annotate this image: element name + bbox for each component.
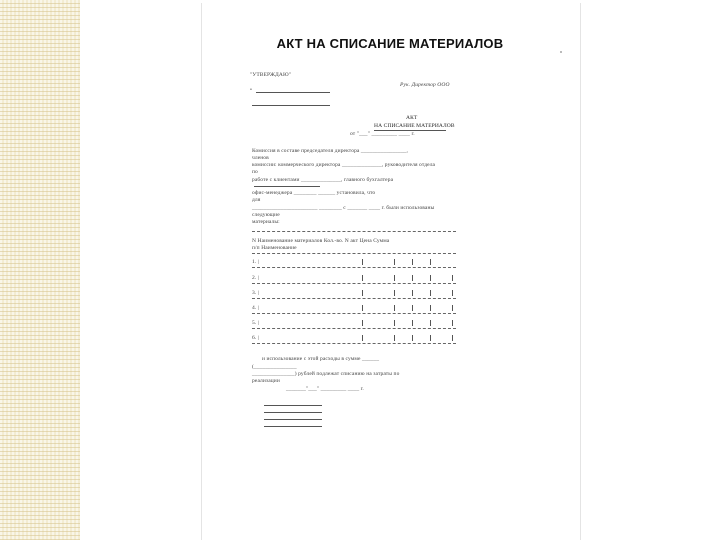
table-row-4: 4. | (252, 305, 260, 311)
table-col-sep (430, 320, 431, 326)
table-col-sep (394, 275, 395, 281)
table-col-sep (362, 259, 363, 265)
table-col-sep (362, 290, 363, 296)
table-col-sep (412, 305, 413, 311)
table-row-5: 5. | (252, 320, 260, 326)
signature-line (264, 419, 322, 420)
table-row-6: 6. | (252, 335, 260, 341)
table-col-sep (412, 320, 413, 326)
table-col-sep (394, 335, 395, 341)
table-col-sep (452, 335, 453, 341)
table-row-divider (252, 283, 456, 284)
table-top-border (252, 231, 456, 232)
table-col-sep (412, 290, 413, 296)
act-title: НА СПИСАНИЕ МАТЕРИАЛОВ (374, 123, 455, 129)
table-col-sep (394, 305, 395, 311)
signature-line (264, 426, 322, 427)
table-col-sep (394, 320, 395, 326)
table-col-sep (412, 335, 413, 341)
table-col-sep (452, 290, 453, 296)
table-col-sep (452, 320, 453, 326)
approval-name-line (252, 105, 330, 106)
footer-date: _______"___" _________ ____ г. (286, 386, 364, 392)
signature-line (264, 405, 322, 406)
body-line-4b: для (252, 197, 261, 203)
approver-title: Рук. Директор ООО (400, 82, 450, 88)
table-col-sep (394, 290, 395, 296)
footer-line-2: (_______________ (252, 364, 297, 370)
table-col-sep (362, 335, 363, 341)
table-header: N Наименование материалов Кол.-во. N акт Цена Сумма (252, 238, 390, 244)
table-row-divider (252, 313, 456, 314)
table-row-3: 3. | (252, 290, 260, 296)
table-col-sep (430, 259, 431, 265)
approval-signature-line (256, 92, 330, 93)
table-col-sep (412, 259, 413, 265)
table-row-divider (252, 298, 456, 299)
table-header-divider (252, 253, 456, 254)
table-col-sep (362, 320, 363, 326)
approval-stamp-label: "УТВЕРЖДАЮ" (250, 72, 292, 78)
scanned-document-page (201, 3, 581, 540)
footer-line-3: _______________) рублей подлежат списанию на затраты по (252, 371, 400, 377)
body-blank-line (254, 186, 320, 187)
act-label: АКТ (406, 115, 418, 121)
table-row-1: 1. | (252, 259, 260, 265)
body-line-1b: членов (252, 155, 269, 161)
act-date: от "___" _________ ____ г. (350, 131, 415, 137)
table-col-sep (394, 259, 395, 265)
table-row-divider (252, 267, 456, 268)
table-subheader: п/п Наименование (252, 245, 297, 251)
body-line-6b: материалы: (252, 219, 280, 225)
table-col-sep (430, 305, 431, 311)
table-col-sep (452, 275, 453, 281)
table-col-sep (430, 290, 431, 296)
body-line-4: офис-менеджера ________ ______ установила, что (252, 190, 376, 196)
scan-speck (560, 51, 562, 53)
body-line-5: _______________________ ________ с _______ ____ г. были использованы (252, 205, 435, 211)
footer-line-1: и использование с этой расходы в сумме ______ (262, 356, 380, 362)
body-line-2b: по (252, 169, 258, 175)
table-col-sep (362, 275, 363, 281)
body-line-2: комиссии: коммерческого директора ______________, руководителя отдела (252, 162, 436, 168)
table-bottom-border (252, 343, 456, 344)
body-line-3: работе с клиентами ______________, главного бухгалтера (252, 177, 394, 183)
table-row-2: 2. | (252, 275, 260, 281)
table-row-divider (252, 328, 456, 329)
table-col-sep (412, 275, 413, 281)
table-col-sep (430, 335, 431, 341)
signature-line (264, 412, 322, 413)
table-col-sep (452, 305, 453, 311)
table-col-sep (362, 305, 363, 311)
approval-bullet: • (250, 87, 253, 93)
decorative-side-pattern (0, 0, 80, 540)
footer-line-4: реализации (252, 378, 280, 384)
slide-title: АКТ НА СПИСАНИЕ МАТЕРИАЛОВ (276, 36, 504, 51)
body-line-6: следующие (252, 212, 280, 218)
body-line-1: Комиссия в составе председателя директора ________________, (252, 148, 409, 154)
table-col-sep (430, 275, 431, 281)
